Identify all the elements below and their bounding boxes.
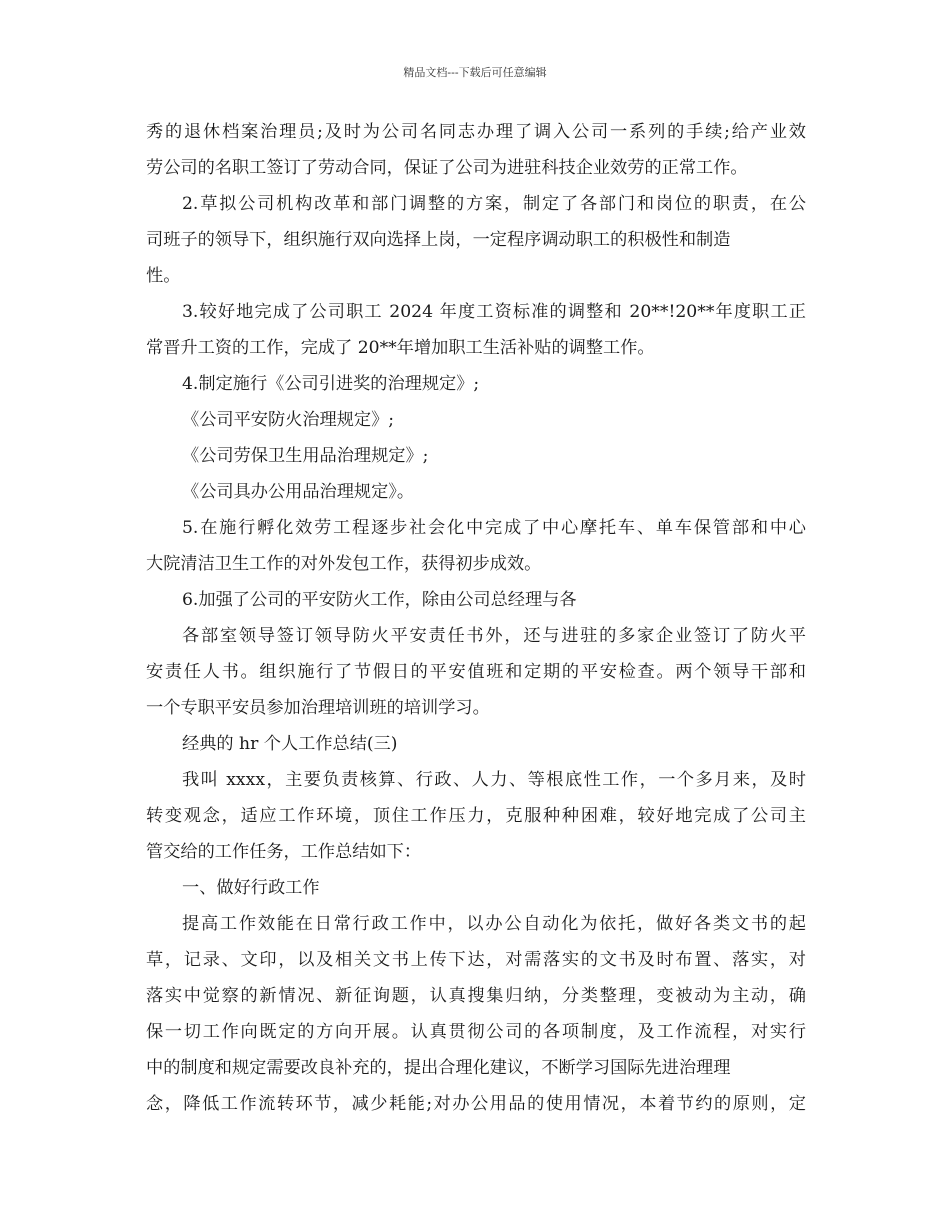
text-line: 3.较好地完成了公司职工 2024 年度工资标准的调整和 20**!20**年度职工正 <box>182 302 806 322</box>
document-body <box>146 114 806 1122</box>
text-line: 保一切工作向既定的方向开展。认真贯彻公司的各项制度，及工作流程，对实行 <box>146 1022 806 1042</box>
text-line: 念，降低工作流转环节，减少耗能;对办公用品的使用情况，本着节约的原则，定 <box>146 1094 806 1114</box>
text-line: 提高工作效能在日常行政工作中，以办公自动化为依托，做好各类文书的起 <box>182 914 806 934</box>
text-line: 《公司平安防火治理规定》; <box>182 410 395 430</box>
text-line: 安责任人书。组织施行了节假日的平安值班和定期的平安检查。两个领导干部和 <box>146 662 806 682</box>
text-line: 秀的退休档案治理员;及时为公司名同志办理了调入公司一系列的手续;给产业效 <box>146 122 806 142</box>
text-line: 管交给的工作任务，工作总结如下： <box>146 842 422 862</box>
text-line: 大院清洁卫生工作的对外发包工作，获得初步成效。 <box>146 554 542 574</box>
page-header-watermark: 精品文档---下载后可任意编辑 <box>403 66 547 79</box>
text-line: 6.加强了公司的平安防火工作，除由公司总经理与各 <box>182 590 577 610</box>
text-line: 司班子的领导下，组织施行双向选择上岗，一定程序调动职工的积极性和制造 <box>146 230 731 250</box>
text-line: 经典的 hr 个人工作总结(三) <box>182 734 398 754</box>
text-line: 常晋升工资的工作，完成了 20**年增加职工生活补贴的调整工作。 <box>146 338 655 358</box>
text-line: 性。 <box>146 266 181 286</box>
text-line: 一、做好行政工作 <box>182 878 320 898</box>
text-line: 一个专职平安员参加治理培训班的培训学习。 <box>146 698 490 718</box>
text-line: 我叫 xxxx，主要负责核算、行政、人力、等根底性工作，一个多月来，及时 <box>182 770 806 790</box>
text-line: 中的制度和规定需要改良补充的，提出合理化建议，不断学习国际先进治理理 <box>146 1058 731 1078</box>
text-line: 《公司具办公用品治理规定》。 <box>182 482 415 502</box>
text-line: 4.制定施行《公司引进奖的治理规定》; <box>182 374 480 394</box>
text-line: 草，记录、文印，以及相关文书上传下达，对需落实的文书及时布置、落实，对 <box>146 950 806 970</box>
text-line: 劳公司的名职工签订了劳动合同，保证了公司为进驻科技企业效劳的正常工作。 <box>146 158 748 178</box>
text-line: 转变观念，适应工作环境，顶住工作压力，克服种种困难，较好地完成了公司主 <box>146 806 806 826</box>
text-line: 各部室领导签订领导防火平安责任书外，还与进驻的多家企业签订了防火平 <box>182 626 806 646</box>
text-line: 2.草拟公司机构改革和部门调整的方案，制定了各部门和岗位的职责，在公 <box>182 194 806 214</box>
text-line: 《公司劳保卫生用品治理规定》; <box>182 446 429 466</box>
text-line: 落实中觉察的新情况、新征询题，认真搜集归纳，分类整理，变被动为主动，确 <box>146 986 806 1006</box>
text-line: 5.在施行孵化效劳工程逐步社会化中完成了中心摩托车、单车保管部和中心 <box>182 518 806 538</box>
